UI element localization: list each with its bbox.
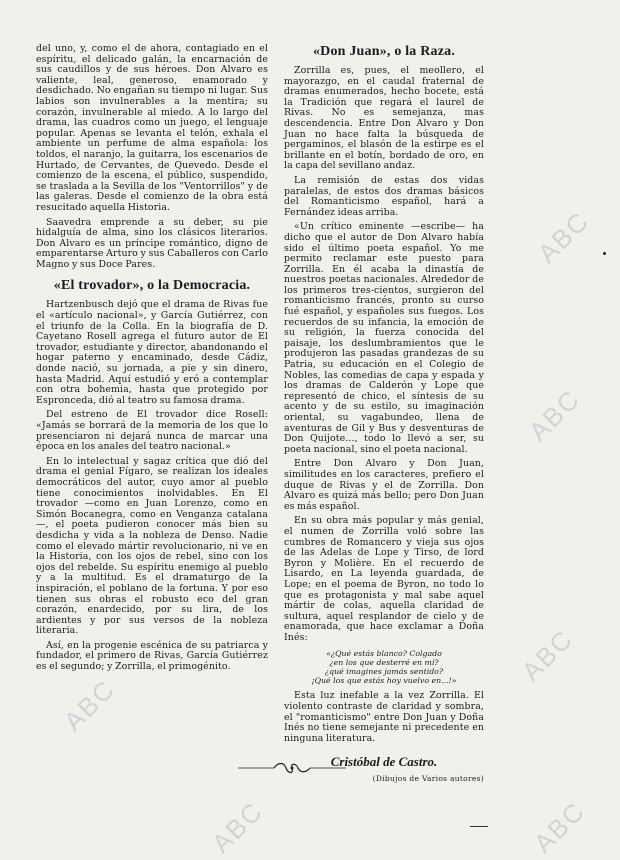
right-column [284,44,484,783]
paragraph: Hartzenbusch dejó que el drama de Rivas fue el «artículo nacional», y García Gutiérrez, con el triunfo de la Colla. En la biografía de D. Cayetano Rosell agrega el futuro autor de El trovador, estudiante y director, abandonando el hogar paterno y encaminado, desde Cádiz, donde nació, su jornada, a pie y sin dinero, hasta Madrid. Aquí estudió y eró a contemplar con otra bohemia, hasta que protegido por Espronceda, dió al teatro su famosa drama. [36,299,268,406]
paragraph: Del estreno de El trovador dice Rosell: «Jamás se borrará de la memoria de los que lo presenciaron ni dejará nunca de marcar una época en los anales del teatro nacional.» [36,409,268,453]
left-column [36,44,268,677]
watermark-abc: ABC [531,205,596,269]
paragraph: En su obra más popular y más genial, el numen de Zorrilla voló sobre las cumbres de Romancero y vieja sus ojos de las Adelas de Lope y Tirso, de lord Byron y Molière. En el recuerdo de Lisardo, en La leyenda guardada, de Lope; en el poema de Byron, no todo lo que es protagonista y mal sabe aquel mártir de colas, aquella claridad de sultura, aquel resplandor de cielo y de enamorada, que hace exclamar a Doña Inés: [284,515,484,643]
author-signature: Cristóbal de Castro. [330,754,438,770]
watermark-abc: ABC [522,383,587,447]
paragraph: Esta luz inefable a la vez Zorrilla. El violento contraste de claridad y sombra, el "romanticismo" entre Don Juan y Doña Inés no tiene semejante ni precedente en ninguna literatura. [284,690,484,744]
verse-line: ¿qué imagines jamás sentido? [324,667,444,677]
paragraph: Zorrilla es, pues, el meollero, el mayorazgo, en el caudal fraternal de dramas enumerados, hecho bocete, está la Tradición que regará el laurel de Rivas. No es semejanza, mas descendencia. Entre Don Alvaro y Don Juan no hace falta la búsqueda de pergaminos, el blasón de la estirpe es el brillante en el botín, bordado de oro, en la capa del sevillano andaz. [284,65,484,172]
image-credit: (Dibujos de Varios autores) [372,774,484,784]
watermark-abc: ABC [515,623,580,687]
verse-quote [284,649,484,685]
paragraph: La remisión de estas dos vidas paralelas, de estos dos dramas básicos del Romanticismo español, hará a Fernández ideas arriba. [284,174,484,218]
watermark-abc: ABC [205,795,270,859]
verse-line: ¡Qué los que estás hoy vuelvo en...!» [311,676,457,686]
watermark-abc: ABC [57,673,122,737]
verse-line: «¿Qué estás blanco? Colgado [326,649,442,659]
paragraph: del uno, y, como el de ahora, contagiado en el espíritu, el delicado galán, la encarnación de sus caudillos y de sus héroes. Don Alvaro es valiente, leal, generoso, enamorado y desdichado. No engañan su tiempo ni lugar. Sus labios son invulnerables a la mentira; su corazón, invulnerable al miedo. A lo largo del drama, las cuadros como un juego, el lenguaje popular. Apenas se levanta el telón, exhala el ambiente un perfume de alma española: los toldos, el naranjo, la guitarra, los escenarios de Hurtado, de Cervantes, de Quevedo. Desde el comienzo de la escena, el público, suspendido, se traslada a la Sevilla de los "Ventorrillos" y de las galeras. Desde el comienzo de la obra está resucitado aquella Historia. [36,43,268,213]
verse-line: ¿en los que desterré en mí? [329,658,439,668]
ornament-flourish-icon [238,761,346,775]
section-heading-trovador: «El trovador», o la Democracia. [53,278,251,294]
paragraph: Entre Don Alvaro y Don Juan, similitudes en los caracteres, prefiero el duque de Rivas y el de Zorrilla. Don Alvaro es quizá más bello; pero Don Juan es más español. [284,458,484,512]
paragraph: «Un crítico eminente —escribe— ha dicho que el autor de Don Alvaro había sido el último poeta español. Yo me permito reclamar este puesto para Zorrilla. En él acaba la dinastía de nuestros poetas nacionales. Alrededor de los primeros tres-cientos, surgieron del romanticismo francés, pronto su curso fué español, y españoles sus fuegos. Los recuerdos de su infancia, la emoción de su religión, la fuerza conocida del paisaje, los deslumbramientos que le produjeron las pasadas grandezas de su Patria, su educación en el Colegio de Nobles, las comedias de capa y espada y los dramas de Calderón y Lope que representó de chico, el síntesis de su acento y de su estilo, su imaginación oriental, su vagabundeo, llena de aventuras de Gil y Bus y desventuras de Don Quijote..., todo lo llevó a ser, su poeta nacional, sino el poeta nacional. [284,221,484,455]
paragraph: Saavedra emprende a su deber, su pie hidalguía de alma, sino los clásicos literarios. Don Alvaro es un príncipe romántico, digno de emparentarse Arturo y sus Caballeros con Carlo Magno y sus Doce Pares. [36,216,268,270]
divider [470,826,488,827]
margin-mark [603,252,606,255]
watermark-abc: ABC [527,795,592,859]
paragraph: En lo intelectual y sagaz crítica que dió del drama el genial Fígaro, se realizan los ideales democráticos del autor, cuyo amor al pueblo tiene conocimientos inolvidables. En El trovador —como en Juan Lorenzo, como en Simón Bocanegra, como en Venganza catalana—, el poeta pudieron conocer más bien su desdicha y vida a la nobleza de Denso. Nadie como el elevado mártir revolucionario, ni ve en la Historia, con los ojos de rebel, sino con los ojos del rebelde. Su espíritu enemigo al pueblo y a la multitud. Es el dramaturgo de la inspiración, el poblano de la fortuna. Y por eso tienen sus obras el robusto eco del gran corazón, enardecido, por su lira, de los ardientes y por sus versos de la nobleza literaria. [36,455,268,637]
paragraph: Así, en la progenie escénica de su patriarca y fundador, el primero de Rivas, García Gutiérrez es el segundo; y Zorrilla, el primogénito. [36,639,268,673]
section-heading-don-juan: «Don Juan», o la Raza. [312,44,456,59]
